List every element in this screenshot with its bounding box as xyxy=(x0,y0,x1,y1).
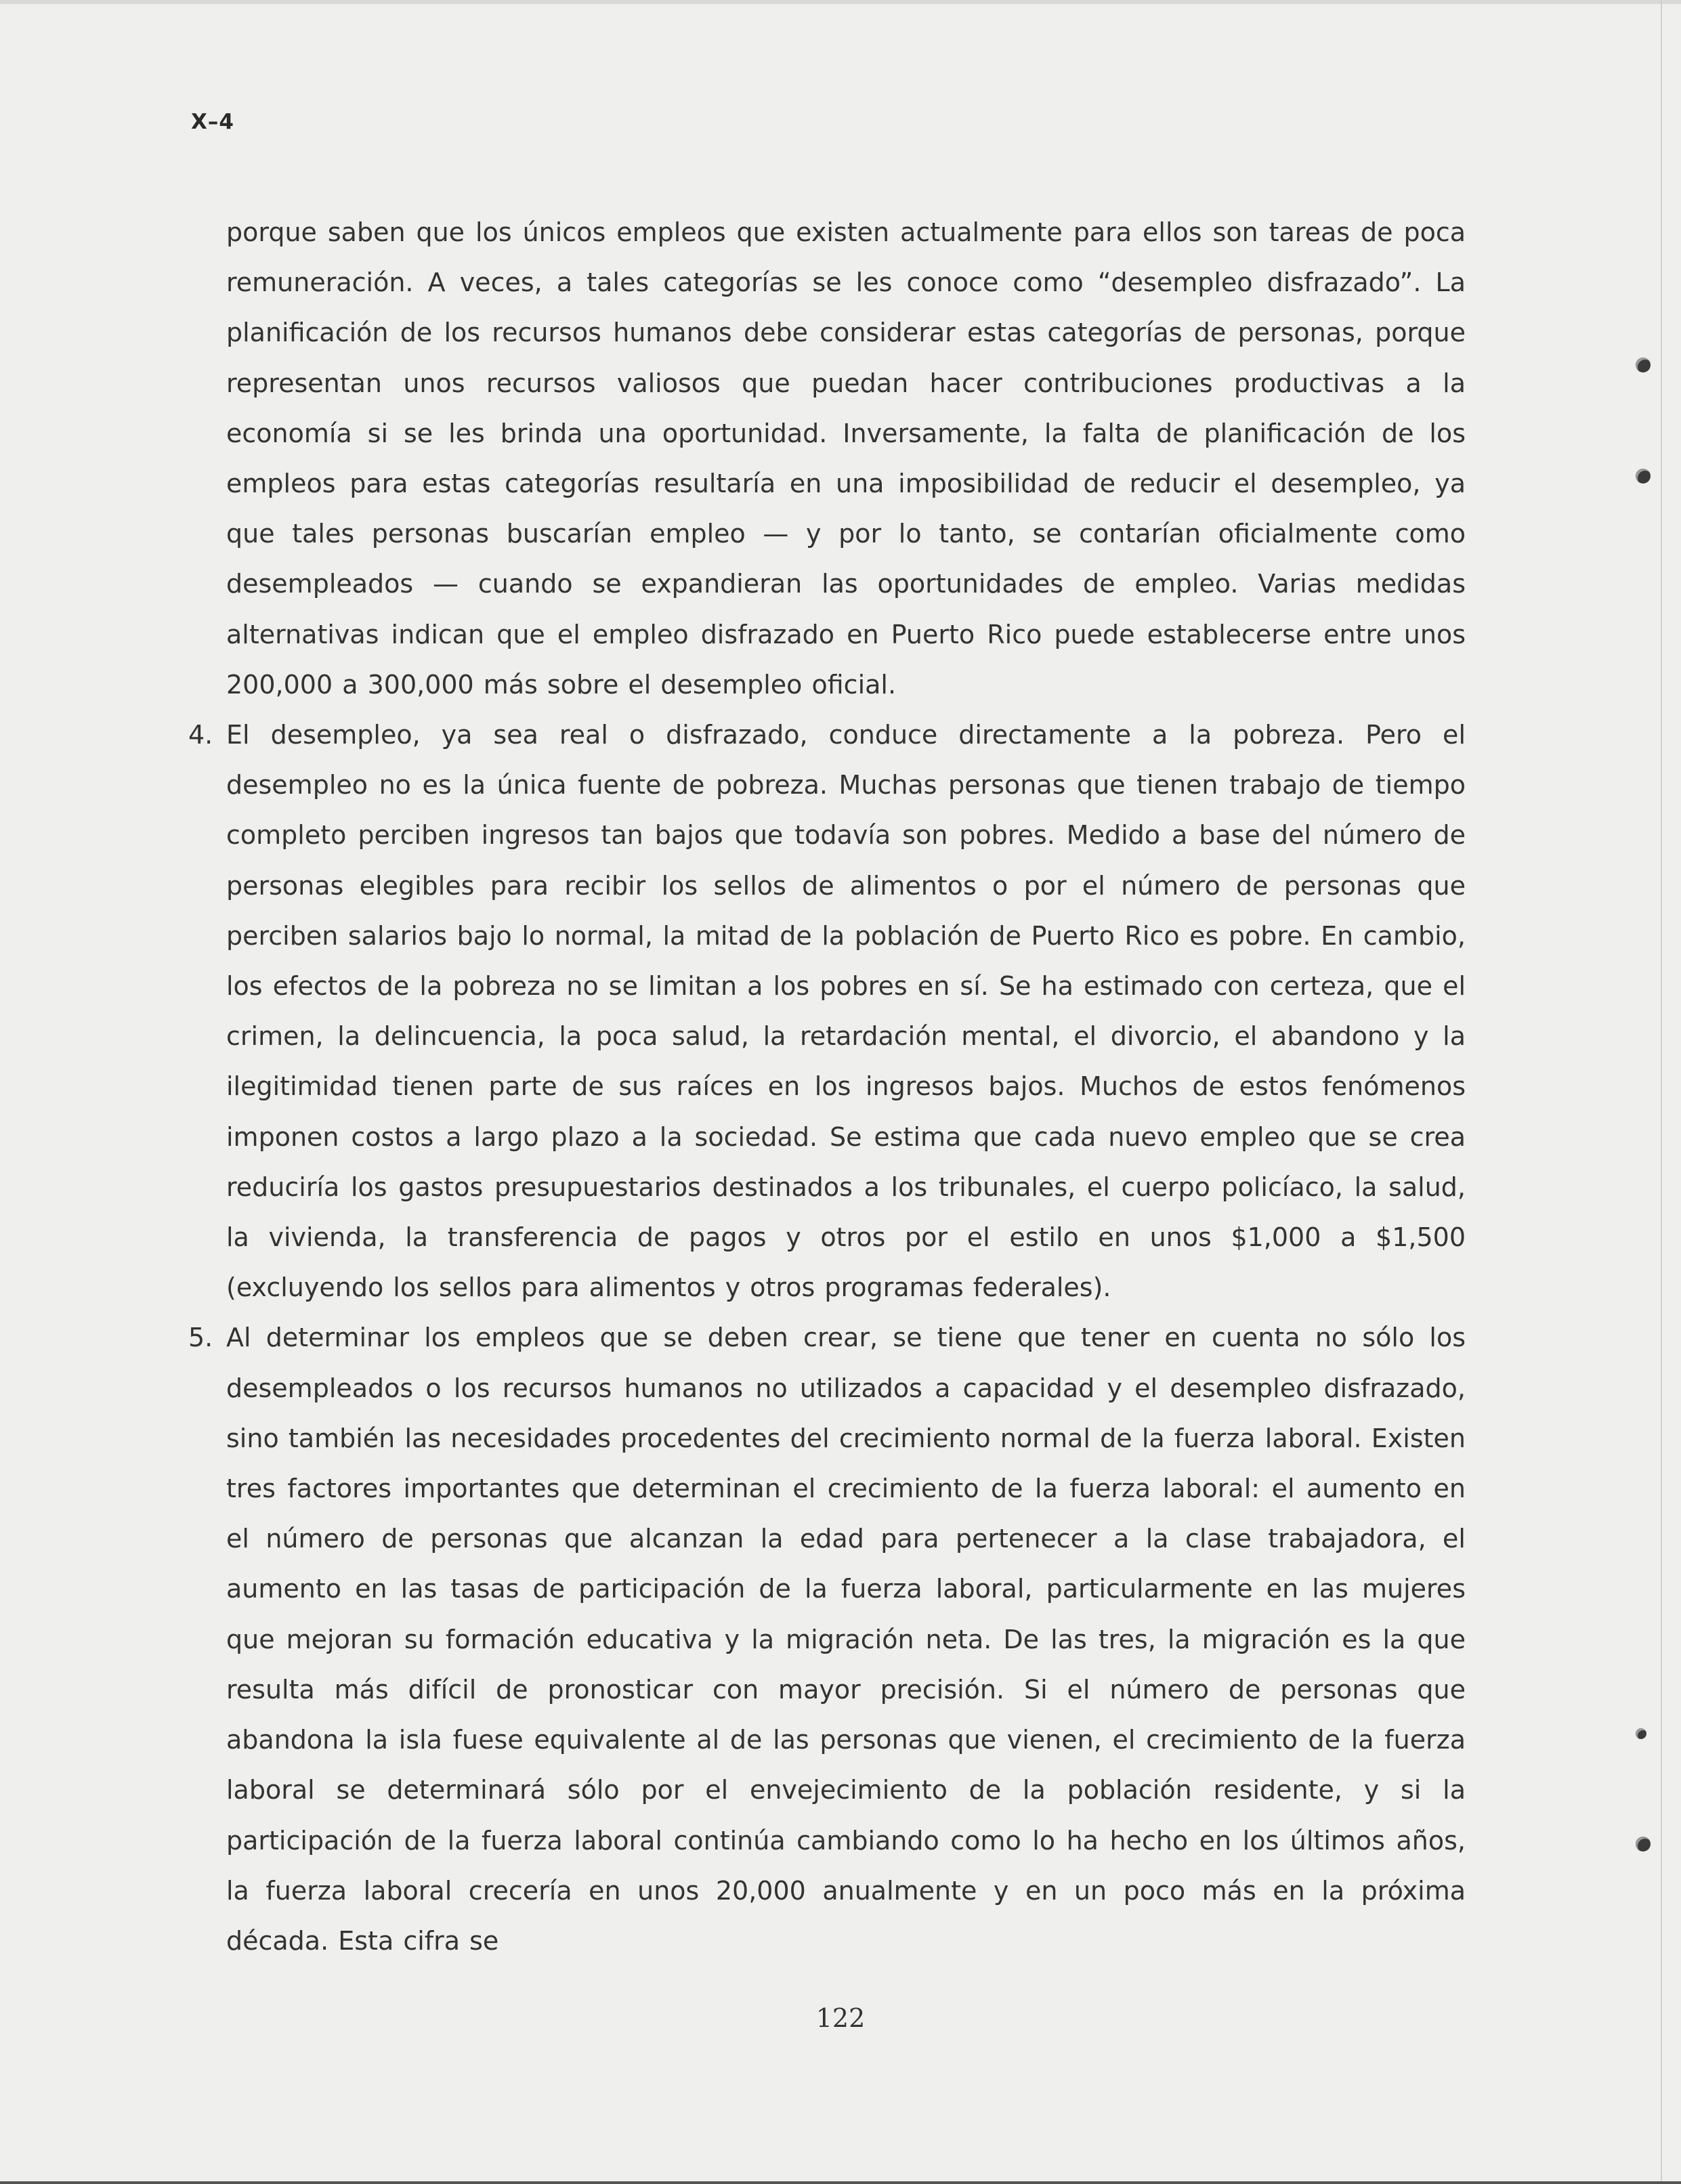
punch-hole-mark xyxy=(1636,1728,1646,1739)
punch-hole-mark xyxy=(1636,358,1651,372)
punch-hole-mark xyxy=(1636,1837,1651,1851)
paragraph-item-4 xyxy=(188,710,1466,1312)
paragraph-text: porque saben que los únicos empleos que existen actualmente para ellos son tareas de poca remuneración. A veces, a tales categorías se les conoce como “desempleo disfrazado”. La planificación de los recursos humanos debe considerar estas categorías de personas, porque representan unos recursos valiosos que puedan hacer contribuciones productivas a la economía si se les brinda una oportunidad. Inversamente, la falta de planificación de los empleos para estas categorías resultaría en una imposibilidad de reducir el desempleo, ya que tales personas buscarían empleo — y por lo tanto, se contarían oficialmente como desempleados — cuando se expandieran las oportunidades de empleo. Varias medidas alternativas indican que el empleo disfrazado en Puerto Rico puede establecerse entre unos 200,000 a 300,000 más sobre el desempleo oficial. xyxy=(226,217,1466,700)
paragraph-text: Al determinar los empleos que se deben crear, se tiene que tener en cuenta no sólo los desempleados o los recursos humanos no utilizados a capacidad y el desempleo disfrazado, sino también las necesidades procedentes del crecimiento normal de la fuerza laboral. Existen tres factores importantes que determinan el crecimiento de la fuerza laboral: el aumento en el número de personas que alcanzan la edad para pertenecer a la clase trabajadora, el aumento en las tasas de participación de la fuerza laboral, particularmente en las mujeres que mejoran su formación educativa y la migración neta. De las tres, la migración es la que resulta más difícil de pronosticar con mayor precisión. Si el número de personas que abandona la isla fuese equivalente al de las personas que vienen, el crecimiento de la fuerza laboral se determinará sólo por el envejecimiento de la población residente, y si la participación de la fuerza laboral continúa cambiando como lo ha hecho en los últimos años, la fuerza laboral crecería en unos 20,000 anualmente y en un poco más en la próxima década. Esta cifra se xyxy=(226,1323,1466,1956)
paragraph-continued xyxy=(226,207,1466,710)
scan-top-edge xyxy=(0,0,1681,4)
paragraph-text: El desempleo, ya sea real o disfrazado, conduce directamente a la pobreza. Pero el desempleo no es la única fuente de pobreza. Muchas personas que tienen trabajo de tiempo completo perciben ingresos tan bajos que todavía son pobres. Medido a base del número de personas elegibles para recibir los sellos de alimentos o por el número de personas que perciben salarios bajo lo normal, la mitad de la población de Puerto Rico es pobre. En cambio, los efectos de la pobreza no se limitan a los pobres en sí. Se ha estimado con certeza, que el crimen, la delincuencia, la poca salud, la retardación mental, el divorcio, el abandono y la ilegitimidad tienen parte de sus raíces en los ingresos bajos. Muchos de estos fenómenos imponen costos a largo plazo a la sociedad. Se estima que cada nuevo empleo que se crea reduciría los gastos presupuestarios destinados a los tribunales, el cuerpo policíaco, la salud, la vivienda, la transferencia de pagos y otros por el estilo en unos $1,000 a $1,500 (excluyendo los sellos para alimentos y otros programas federales). xyxy=(226,720,1466,1303)
paragraph-item-5 xyxy=(188,1312,1466,1966)
scan-right-edge xyxy=(1661,0,1662,2184)
list-item-number: 5. xyxy=(188,1323,213,1353)
body-text xyxy=(188,207,1466,1966)
page-number: 122 xyxy=(815,2003,866,2033)
punch-hole-mark xyxy=(1636,469,1651,484)
section-page-id: X–4 xyxy=(191,110,234,134)
scan-bottom-edge xyxy=(0,2181,1681,2184)
list-item-number: 4. xyxy=(188,720,213,750)
